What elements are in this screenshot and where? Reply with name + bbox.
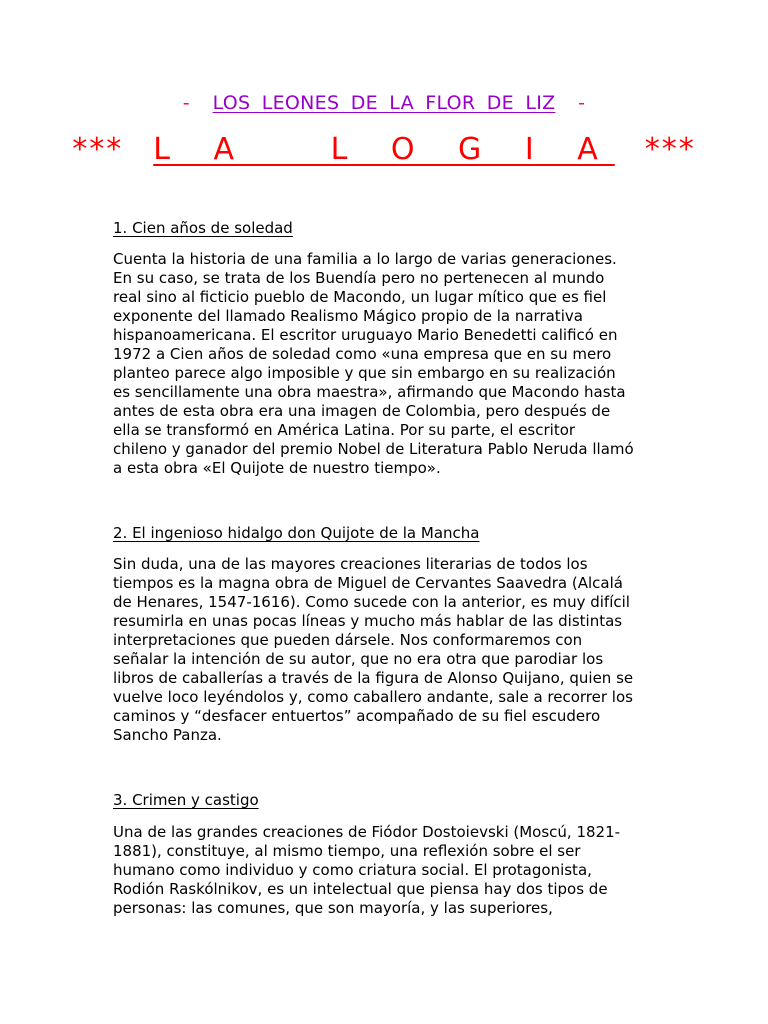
section-heading-3: 3. Crimen y castigo	[113, 791, 259, 809]
paragraph-line: de Henares, 1547-1616). Como sucede con la anterior, es muy difícil	[113, 593, 630, 611]
paragraph-line: En su caso, se trata de los Buendía pero no pertenecen al mundo	[113, 269, 605, 287]
paragraph-line: libros de caballerías a través de la figura de Alonso Quijano, quien se	[113, 669, 634, 687]
paragraph-line: 1881), constituye, al mismo tiempo, una reflexión sobre el ser	[113, 842, 581, 860]
paragraph-line: ella se transformó en América Latina. Por su parte, el escritor	[113, 421, 576, 439]
paragraph-line: caminos y “desfacer entuertos” acompañado de su fiel escudero	[113, 707, 601, 725]
subtitle-stars-left: ***	[72, 132, 124, 167]
paragraph-line: Una de las grandes creaciones de Fiódor Dostoievski (Moscú, 1821-	[113, 823, 621, 841]
subtitle-text: L A L O G I A	[153, 132, 615, 167]
paragraph-line: antes de esta obra era una imagen de Colombia, pero después de	[113, 402, 611, 420]
section-paragraph-1	[113, 250, 673, 478]
paragraph-line: chileno y ganador del premio Nobel de Literatura Pablo Neruda llamó	[113, 440, 634, 458]
paragraph-line: planteo parece algo imposible y que sin embargo en su realización	[113, 364, 616, 382]
section-heading-1: 1. Cien años de soledad	[113, 219, 293, 237]
section-paragraph-2	[113, 555, 673, 745]
paragraph-line: personas: las comunes, que son mayoría, y las superiores,	[113, 899, 553, 917]
subtitle-stars-right: ***	[644, 132, 696, 167]
paragraph-line: es sencillamente una obra maestra», afirmando que Macondo hasta	[113, 383, 626, 401]
paragraph-line: Sin duda, una de las mayores creaciones literarias de todos los	[113, 555, 588, 573]
paragraph-line: Cuenta la historia de una familia a lo largo de varias generaciones.	[113, 250, 617, 268]
paragraph-line: real sino al ficticio pueblo de Macondo, un lugar mítico que es fiel	[113, 288, 607, 306]
paragraph-line: vuelve loco leyéndolos y, como caballero andante, sale a recorrer los	[113, 688, 633, 706]
paragraph-line: Sancho Panza.	[113, 726, 222, 744]
paragraph-line: humano como individuo y como criatura social. El protagonista,	[113, 861, 592, 879]
document-title	[0, 92, 768, 114]
section-paragraph-3	[113, 823, 673, 918]
paragraph-line: resumirla en unas pocas líneas y mucho más hablar de las distintas	[113, 612, 623, 630]
section-heading-2: 2. El ingenioso hidalgo don Quijote de la Mancha	[113, 524, 480, 542]
title-text: LOS LEONES DE LA FLOR DE LIZ	[212, 92, 556, 114]
paragraph-line: hispanoamericana. El escritor uruguayo Mario Benedetti calificó en	[113, 326, 618, 344]
paragraph-line: tiempos es la magna obra de Miguel de Cervantes Saavedra (Alcalá	[113, 574, 623, 592]
title-dash-right: -	[578, 92, 586, 114]
paragraph-line: Rodión Raskólnikov, es un intelectual que piensa hay dos tipos de	[113, 880, 608, 898]
paragraph-line: 1972 a Cien años de soledad como «una empresa que en su mero	[113, 345, 612, 363]
paragraph-line: señalar la intención de su autor, que no era otra que parodiar los	[113, 650, 604, 668]
paragraph-line: interpretaciones que pueden dársele. Nos conformaremos con	[113, 631, 583, 649]
paragraph-line: a esta obra «El Quijote de nuestro tiempo».	[113, 459, 441, 477]
title-dash-left: -	[182, 92, 190, 114]
paragraph-line: exponente del llamado Realismo Mágico propio de la narrativa	[113, 307, 583, 325]
document-subtitle	[0, 132, 768, 167]
